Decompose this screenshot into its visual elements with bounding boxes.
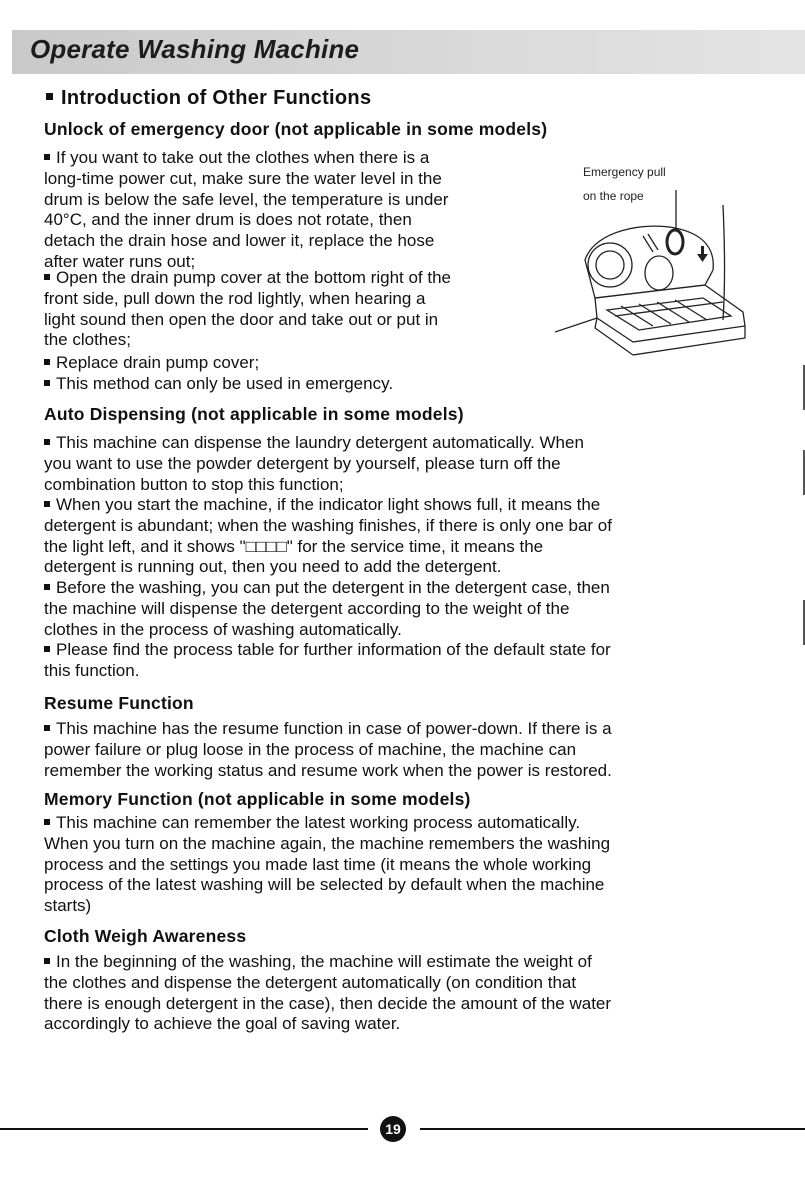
text-line: you want to use the powder detergent by yourself, please turn off the: [44, 453, 561, 473]
bullet-square-icon: [44, 584, 50, 590]
text-line: the light left, and it shows "□□□□" for the service time, it means the: [44, 536, 544, 556]
text-line: This machine has the resume function in case of power-down. If there is a: [56, 719, 612, 738]
text-line: This machine can dispense the laundry detergent automatically. When: [56, 433, 584, 452]
text-line: long-time power cut, make sure the water level in the: [44, 168, 442, 188]
bullet-square-icon: [44, 725, 50, 731]
text-line: the clothes;: [44, 330, 131, 350]
text-line: In the beginning of the washing, the machine will estimate the weight of: [56, 952, 592, 971]
text-line: Replace drain pump cover;: [56, 353, 260, 372]
emergency-paragraph-1: [44, 148, 554, 273]
auto-paragraph-2: [44, 495, 764, 578]
text-line: starts): [44, 896, 92, 916]
auto-paragraph-3: [44, 578, 764, 640]
text-line: If you want to take out the clothes when there is a: [56, 148, 430, 167]
text-line: Please find the process table for further information of the default state for: [56, 640, 611, 659]
diagram-label-emergency-pull: Emergency pull: [583, 165, 666, 179]
emergency-paragraph-3: [44, 353, 259, 374]
bullet-square-icon: [44, 439, 50, 445]
auto-paragraph-1: [44, 433, 764, 495]
bullet-square-icon: [44, 646, 50, 652]
text-line: Before the washing, you can put the detergent in the detergent case, then: [56, 578, 610, 597]
text-line: there is enough detergent in the case), then decide the amount of the water: [44, 993, 612, 1013]
bullet-square-icon: [44, 154, 50, 160]
text-line: When you start the machine, if the indicator light shows full, it means the: [56, 495, 601, 514]
section-heading-text: Introduction of Other Functions: [61, 87, 372, 109]
text-line: detergent is running out, then you need to add the detergent.: [44, 557, 502, 577]
diagram-label-on-the-rope: on the rope: [583, 189, 644, 203]
text-line: combination button to stop this function;: [44, 474, 344, 494]
cloth-weigh-heading: Cloth Weigh Awareness: [44, 926, 247, 946]
cloth-weigh-paragraph: [44, 952, 764, 1035]
text-line: light sound then open the door and take out or put in: [44, 309, 439, 329]
footer-rule-left: [0, 1128, 368, 1130]
text-line: accordingly to achieve the goal of saving water.: [44, 1014, 401, 1034]
text-line: This method can only be used in emergency.: [56, 374, 394, 393]
bullet-square-icon: [44, 958, 50, 964]
text-line: this function.: [44, 660, 140, 680]
text-line: front side, pull down the rod lightly, when hearing a: [44, 288, 426, 308]
text-line: This machine can remember the latest working process automatically.: [56, 813, 581, 832]
auto-paragraph-4: [44, 640, 764, 682]
memory-function-heading: Memory Function (not applicable in some models): [44, 789, 471, 809]
text-line: process of the latest washing will be selected by default when the machine: [44, 875, 605, 895]
bullet-square-icon: [44, 501, 50, 507]
text-line: the clothes and dispense the detergent automatically (on condition that: [44, 972, 577, 992]
page-title: Operate Washing Machine: [30, 34, 360, 64]
bullet-square-icon: [46, 93, 53, 100]
section-heading: [46, 87, 371, 110]
text-line: after water runs out;: [44, 251, 196, 271]
page-number-badge: 19: [380, 1116, 406, 1142]
text-line: Open the drain pump cover at the bottom right of the: [56, 268, 452, 287]
memory-paragraph: [44, 813, 764, 917]
text-line: the machine will dispense the detergent according to the weight of the: [44, 598, 570, 618]
resume-function-heading: Resume Function: [44, 693, 194, 713]
text-line: detach the drain hose and lower it, replace the hose: [44, 231, 435, 251]
drain-pump-diagram-icon: [555, 190, 760, 375]
bullet-square-icon: [44, 819, 50, 825]
emergency-paragraph-4: [44, 374, 393, 395]
bullet-square-icon: [44, 380, 50, 386]
text-line: power failure or plug loose in the process of machine, the machine can: [44, 739, 577, 759]
text-line: 40°C, and the inner drum is does not rotate, then: [44, 210, 412, 230]
text-line: remember the working status and resume work when the power is restored.: [44, 760, 612, 780]
emergency-paragraph-2: [44, 268, 554, 351]
text-line: detergent is abundant; when the washing finishes, if there is only one bar of: [44, 515, 612, 535]
text-line: drum is below the safe level, the temperature is under: [44, 189, 449, 209]
emergency-door-heading: Unlock of emergency door (not applicable in some models): [44, 119, 548, 139]
footer-rule-right: [420, 1128, 805, 1130]
resume-paragraph: [44, 719, 764, 781]
bullet-square-icon: [44, 274, 50, 280]
text-line: process and the settings you made last time (it means the whole working: [44, 854, 592, 874]
text-line: clothes in the process of washing automatically.: [44, 619, 402, 639]
bullet-square-icon: [44, 359, 50, 365]
text-line: When you turn on the machine again, the machine remembers the washing: [44, 833, 611, 853]
auto-dispensing-heading: Auto Dispensing (not applicable in some models): [44, 404, 464, 424]
